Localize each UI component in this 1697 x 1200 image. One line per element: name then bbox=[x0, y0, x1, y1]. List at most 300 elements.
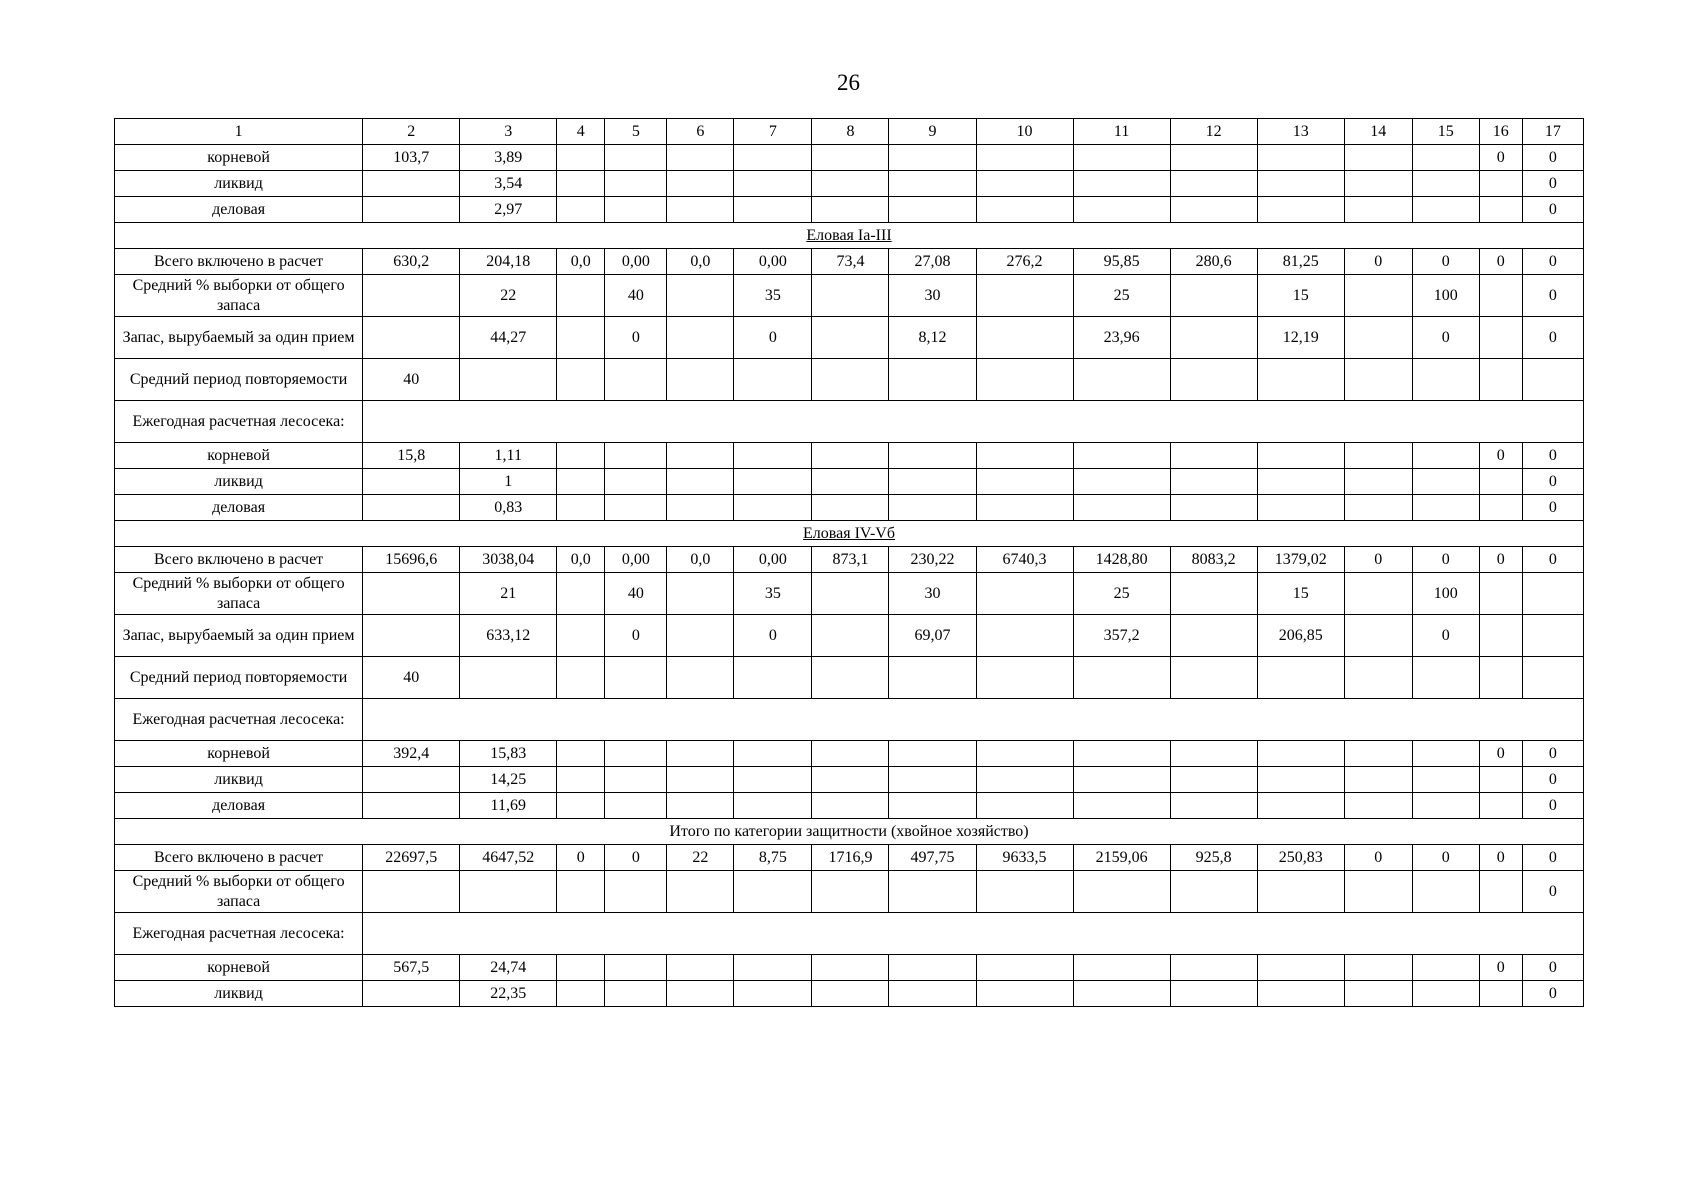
table-cell bbox=[1170, 171, 1257, 197]
table-cell bbox=[1479, 767, 1522, 793]
table-cell bbox=[1257, 793, 1344, 819]
column-header-10: 10 bbox=[976, 119, 1073, 145]
table-cell: 22,35 bbox=[460, 981, 557, 1007]
table-cell bbox=[1479, 359, 1522, 401]
table-cell bbox=[976, 767, 1073, 793]
table-cell bbox=[1073, 469, 1170, 495]
table-cell bbox=[460, 359, 557, 401]
table-cell bbox=[1257, 981, 1344, 1007]
table-row bbox=[115, 495, 1584, 521]
table-cell bbox=[667, 657, 734, 699]
table-cell bbox=[734, 657, 812, 699]
table-cell bbox=[1344, 573, 1412, 615]
table-row bbox=[115, 249, 1584, 275]
table-cell bbox=[976, 197, 1073, 223]
table-cell bbox=[1479, 615, 1522, 657]
table-cell bbox=[1479, 275, 1522, 317]
table-cell bbox=[1170, 955, 1257, 981]
table-cell: 1716,9 bbox=[812, 845, 889, 871]
table-cell: 0,0 bbox=[667, 249, 734, 275]
column-header-8: 8 bbox=[812, 119, 889, 145]
table-cell bbox=[1344, 359, 1412, 401]
table-cell bbox=[889, 741, 976, 767]
row-label: корневой bbox=[115, 741, 363, 767]
table-cell bbox=[557, 741, 605, 767]
table-cell bbox=[1412, 171, 1479, 197]
table-cell bbox=[889, 767, 976, 793]
table-cell: 25 bbox=[1073, 275, 1170, 317]
table-row bbox=[115, 145, 1584, 171]
table-cell: 633,12 bbox=[460, 615, 557, 657]
table-cell: 925,8 bbox=[1170, 845, 1257, 871]
table-cell bbox=[667, 317, 734, 359]
table-cell bbox=[976, 573, 1073, 615]
page-number: 26 bbox=[837, 70, 860, 95]
table-cell bbox=[734, 443, 812, 469]
column-header-11: 11 bbox=[1073, 119, 1170, 145]
table-cell bbox=[605, 443, 667, 469]
table-cell bbox=[1170, 469, 1257, 495]
table-cell bbox=[1412, 981, 1479, 1007]
table-cell: 0 bbox=[1522, 443, 1583, 469]
table-cell bbox=[1344, 741, 1412, 767]
table-cell bbox=[1412, 767, 1479, 793]
column-header-6: 6 bbox=[667, 119, 734, 145]
table-cell: 0,00 bbox=[605, 249, 667, 275]
table-cell: 100 bbox=[1412, 275, 1479, 317]
table-cell bbox=[1522, 657, 1583, 699]
section-title: Еловая Iа-III bbox=[115, 223, 1584, 249]
table-cell: 81,25 bbox=[1257, 249, 1344, 275]
header-row bbox=[115, 119, 1584, 145]
merged-empty-cell bbox=[363, 699, 1584, 741]
table-cell bbox=[667, 443, 734, 469]
table-cell bbox=[976, 657, 1073, 699]
table-cell: 0 bbox=[1479, 145, 1522, 171]
table-cell: 8,12 bbox=[889, 317, 976, 359]
table-cell: 276,2 bbox=[976, 249, 1073, 275]
table-cell bbox=[734, 359, 812, 401]
table-cell bbox=[1073, 955, 1170, 981]
table-cell bbox=[1170, 615, 1257, 657]
table-cell bbox=[1344, 197, 1412, 223]
table-cell bbox=[605, 495, 667, 521]
table-cell: 0,0 bbox=[557, 249, 605, 275]
row-label: Средний % выборки от общего запаса bbox=[115, 871, 363, 913]
table-cell: 0,0 bbox=[557, 547, 605, 573]
table-cell bbox=[812, 767, 889, 793]
table-cell: 25 bbox=[1073, 573, 1170, 615]
subsection-row bbox=[115, 401, 1584, 443]
table-cell: 40 bbox=[605, 275, 667, 317]
table-cell: 0 bbox=[1412, 547, 1479, 573]
table-cell: 22 bbox=[667, 845, 734, 871]
table-cell bbox=[889, 359, 976, 401]
table-cell bbox=[1073, 443, 1170, 469]
table-cell bbox=[667, 871, 734, 913]
table-cell: 40 bbox=[605, 573, 667, 615]
table-cell: 35 bbox=[734, 573, 812, 615]
row-label: ликвид bbox=[115, 767, 363, 793]
table-cell: 24,74 bbox=[460, 955, 557, 981]
table-cell bbox=[1257, 871, 1344, 913]
table-cell bbox=[1073, 741, 1170, 767]
table-row bbox=[115, 767, 1584, 793]
table-cell bbox=[1479, 793, 1522, 819]
column-header-16: 16 bbox=[1479, 119, 1522, 145]
table-cell: 22697,5 bbox=[363, 845, 460, 871]
table-cell bbox=[460, 871, 557, 913]
table-cell bbox=[734, 469, 812, 495]
table-cell bbox=[1257, 767, 1344, 793]
table-cell bbox=[557, 793, 605, 819]
table-cell bbox=[889, 171, 976, 197]
table-cell: 0 bbox=[1522, 469, 1583, 495]
table-cell: 0 bbox=[1522, 955, 1583, 981]
table-row bbox=[115, 469, 1584, 495]
table-cell: 204,18 bbox=[460, 249, 557, 275]
table-cell: 21 bbox=[460, 573, 557, 615]
table-row bbox=[115, 981, 1584, 1007]
table-cell bbox=[1073, 767, 1170, 793]
table-cell: 497,75 bbox=[889, 845, 976, 871]
table-cell bbox=[1479, 197, 1522, 223]
table-cell bbox=[1257, 171, 1344, 197]
table-cell bbox=[363, 871, 460, 913]
table-cell: 0 bbox=[734, 615, 812, 657]
table-row bbox=[115, 197, 1584, 223]
table-cell bbox=[812, 443, 889, 469]
table-cell: 0 bbox=[1522, 317, 1583, 359]
table-cell bbox=[1170, 793, 1257, 819]
table-cell bbox=[605, 197, 667, 223]
table-cell bbox=[889, 871, 976, 913]
table-cell bbox=[976, 871, 1073, 913]
table-cell bbox=[734, 871, 812, 913]
table-cell bbox=[667, 359, 734, 401]
table-cell: 0 bbox=[1412, 615, 1479, 657]
table-cell bbox=[1170, 317, 1257, 359]
table-cell bbox=[605, 741, 667, 767]
row-label: Всего включено в расчет bbox=[115, 845, 363, 871]
table-cell bbox=[1170, 657, 1257, 699]
section-header-row bbox=[115, 223, 1584, 249]
row-label: Средний % выборки от общего запаса bbox=[115, 573, 363, 615]
table-cell bbox=[667, 981, 734, 1007]
table-cell bbox=[557, 275, 605, 317]
subsection-row bbox=[115, 699, 1584, 741]
table-cell: 1379,02 bbox=[1257, 547, 1344, 573]
table-cell: 3,89 bbox=[460, 145, 557, 171]
table-cell bbox=[1344, 469, 1412, 495]
table-cell bbox=[812, 657, 889, 699]
table-cell: 44,27 bbox=[460, 317, 557, 359]
table-cell bbox=[976, 275, 1073, 317]
table-cell bbox=[605, 871, 667, 913]
table-cell bbox=[557, 443, 605, 469]
table-cell bbox=[1344, 171, 1412, 197]
table-cell: 15,8 bbox=[363, 443, 460, 469]
table-cell bbox=[1170, 871, 1257, 913]
table-cell bbox=[605, 469, 667, 495]
table-cell: 0 bbox=[734, 317, 812, 359]
table-cell bbox=[1073, 359, 1170, 401]
table-cell: 0 bbox=[1479, 955, 1522, 981]
table-cell bbox=[557, 657, 605, 699]
table-cell bbox=[1344, 767, 1412, 793]
table-cell bbox=[734, 981, 812, 1007]
table-cell bbox=[1257, 359, 1344, 401]
table-cell bbox=[1479, 469, 1522, 495]
table-cell bbox=[812, 573, 889, 615]
table-cell bbox=[1073, 145, 1170, 171]
table-cell bbox=[734, 793, 812, 819]
table-cell: 103,7 bbox=[363, 145, 460, 171]
column-header-7: 7 bbox=[734, 119, 812, 145]
row-label: корневой bbox=[115, 145, 363, 171]
table-cell bbox=[1412, 871, 1479, 913]
table-cell bbox=[363, 495, 460, 521]
table-cell bbox=[812, 197, 889, 223]
table-cell: 0 bbox=[1522, 495, 1583, 521]
table-cell bbox=[976, 469, 1073, 495]
section-header-row bbox=[115, 521, 1584, 547]
table-cell bbox=[363, 981, 460, 1007]
merged-empty-cell bbox=[363, 401, 1584, 443]
row-label: Запас, вырубаемый за один прием bbox=[115, 317, 363, 359]
table-cell: 357,2 bbox=[1073, 615, 1170, 657]
table-cell bbox=[667, 955, 734, 981]
table-cell: 0 bbox=[1522, 871, 1583, 913]
table-cell bbox=[889, 443, 976, 469]
table-cell bbox=[1170, 767, 1257, 793]
table-row bbox=[115, 171, 1584, 197]
table-cell: 14,25 bbox=[460, 767, 557, 793]
column-header-4: 4 bbox=[557, 119, 605, 145]
table-cell bbox=[812, 495, 889, 521]
table-cell bbox=[1170, 573, 1257, 615]
table-cell bbox=[1344, 955, 1412, 981]
table-cell bbox=[605, 981, 667, 1007]
table-cell: 2,97 bbox=[460, 197, 557, 223]
table-cell bbox=[667, 171, 734, 197]
table-cell: 4647,52 bbox=[460, 845, 557, 871]
table-cell bbox=[557, 955, 605, 981]
table-cell bbox=[976, 317, 1073, 359]
table-row bbox=[115, 657, 1584, 699]
table-cell bbox=[812, 615, 889, 657]
row-label: деловая bbox=[115, 197, 363, 223]
table-cell bbox=[734, 955, 812, 981]
table-row bbox=[115, 317, 1584, 359]
table-cell: 15 bbox=[1257, 573, 1344, 615]
column-header-9: 9 bbox=[889, 119, 976, 145]
row-label: Средний % выборки от общего запаса bbox=[115, 275, 363, 317]
table-cell: 0 bbox=[1522, 547, 1583, 573]
table-cell bbox=[1412, 657, 1479, 699]
table-cell: 0 bbox=[1344, 249, 1412, 275]
table-cell: 0 bbox=[1479, 547, 1522, 573]
table-cell bbox=[1170, 275, 1257, 317]
table-cell bbox=[976, 955, 1073, 981]
row-label: ликвид bbox=[115, 469, 363, 495]
table-cell: 0 bbox=[1522, 171, 1583, 197]
table-cell bbox=[667, 197, 734, 223]
table-cell bbox=[734, 171, 812, 197]
table-cell bbox=[1170, 741, 1257, 767]
table-cell: 15696,6 bbox=[363, 547, 460, 573]
table-cell bbox=[734, 197, 812, 223]
table-cell bbox=[667, 793, 734, 819]
table-cell: 250,83 bbox=[1257, 845, 1344, 871]
table-cell: 630,2 bbox=[363, 249, 460, 275]
table-cell bbox=[1412, 145, 1479, 171]
table-cell bbox=[557, 767, 605, 793]
table-cell: 206,85 bbox=[1257, 615, 1344, 657]
table-cell: 1428,80 bbox=[1073, 547, 1170, 573]
table-cell bbox=[605, 171, 667, 197]
table-cell bbox=[1412, 741, 1479, 767]
table-cell: 8,75 bbox=[734, 845, 812, 871]
table-cell bbox=[363, 767, 460, 793]
row-label: Ежегодная расчетная лесосека: bbox=[115, 913, 363, 955]
table-cell: 0,83 bbox=[460, 495, 557, 521]
table-row bbox=[115, 793, 1584, 819]
table-row bbox=[115, 955, 1584, 981]
table-cell: 11,69 bbox=[460, 793, 557, 819]
table-cell: 0 bbox=[1522, 793, 1583, 819]
table-cell bbox=[734, 145, 812, 171]
table-cell bbox=[363, 615, 460, 657]
table-cell: 0 bbox=[1522, 741, 1583, 767]
table-cell: 27,08 bbox=[889, 249, 976, 275]
table-cell: 0 bbox=[1479, 845, 1522, 871]
table-cell bbox=[1170, 197, 1257, 223]
table-cell bbox=[976, 741, 1073, 767]
column-header-3: 3 bbox=[460, 119, 557, 145]
column-header-13: 13 bbox=[1257, 119, 1344, 145]
table-cell bbox=[1073, 495, 1170, 521]
table-cell bbox=[1344, 495, 1412, 521]
table-cell bbox=[812, 275, 889, 317]
table-cell bbox=[1479, 495, 1522, 521]
table-cell bbox=[557, 171, 605, 197]
table-cell bbox=[1170, 495, 1257, 521]
table-cell bbox=[363, 317, 460, 359]
table-cell bbox=[1344, 275, 1412, 317]
table-row bbox=[115, 443, 1584, 469]
table-cell bbox=[1257, 657, 1344, 699]
table-cell: 0 bbox=[1522, 981, 1583, 1007]
table-cell bbox=[667, 145, 734, 171]
table-cell bbox=[889, 657, 976, 699]
table-cell: 0 bbox=[1522, 249, 1583, 275]
table-cell: 0,00 bbox=[605, 547, 667, 573]
table-cell bbox=[1522, 615, 1583, 657]
table-cell bbox=[889, 495, 976, 521]
table-cell bbox=[605, 657, 667, 699]
table-cell: 0 bbox=[1479, 249, 1522, 275]
table-cell: 12,19 bbox=[1257, 317, 1344, 359]
table-cell bbox=[1344, 317, 1412, 359]
table-cell: 0,00 bbox=[734, 547, 812, 573]
table-cell bbox=[667, 573, 734, 615]
section-header-row bbox=[115, 819, 1584, 845]
table-cell: 567,5 bbox=[363, 955, 460, 981]
table-cell bbox=[812, 469, 889, 495]
table-cell bbox=[812, 955, 889, 981]
table-cell: 392,4 bbox=[363, 741, 460, 767]
table-cell: 0 bbox=[1522, 845, 1583, 871]
table-cell: 0 bbox=[1479, 741, 1522, 767]
column-header-14: 14 bbox=[1344, 119, 1412, 145]
table-cell bbox=[1344, 615, 1412, 657]
table-cell bbox=[1412, 495, 1479, 521]
table-cell: 0 bbox=[1522, 767, 1583, 793]
table-cell: 40 bbox=[363, 657, 460, 699]
table-cell bbox=[1344, 981, 1412, 1007]
table-cell bbox=[1344, 443, 1412, 469]
table-cell bbox=[605, 359, 667, 401]
table-cell bbox=[889, 145, 976, 171]
table-cell bbox=[1412, 793, 1479, 819]
table-cell: 0 bbox=[1479, 443, 1522, 469]
table-cell: 9633,5 bbox=[976, 845, 1073, 871]
table-cell: 69,07 bbox=[889, 615, 976, 657]
table-cell: 40 bbox=[363, 359, 460, 401]
table-cell bbox=[812, 359, 889, 401]
forest-data-table bbox=[114, 118, 1584, 1007]
table-cell bbox=[976, 171, 1073, 197]
table-cell: 2159,06 bbox=[1073, 845, 1170, 871]
table-cell bbox=[557, 197, 605, 223]
row-label: Ежегодная расчетная лесосека: bbox=[115, 699, 363, 741]
table-cell bbox=[667, 615, 734, 657]
table-cell bbox=[1257, 145, 1344, 171]
table-cell bbox=[460, 657, 557, 699]
table-cell: 0 bbox=[1412, 317, 1479, 359]
table-cell: 0 bbox=[1412, 845, 1479, 871]
table-cell bbox=[1073, 171, 1170, 197]
table-cell bbox=[1073, 981, 1170, 1007]
column-header-1: 1 bbox=[115, 119, 363, 145]
row-label: Запас, вырубаемый за один прием bbox=[115, 615, 363, 657]
table-cell bbox=[1412, 359, 1479, 401]
table-cell bbox=[667, 275, 734, 317]
table-row bbox=[115, 547, 1584, 573]
table-cell bbox=[1170, 145, 1257, 171]
row-label: деловая bbox=[115, 495, 363, 521]
table-cell: 0 bbox=[1522, 197, 1583, 223]
row-label: ликвид bbox=[115, 981, 363, 1007]
table-cell: 22 bbox=[460, 275, 557, 317]
table-cell: 95,85 bbox=[1073, 249, 1170, 275]
table-cell bbox=[812, 741, 889, 767]
table-cell: 1 bbox=[460, 469, 557, 495]
table-cell bbox=[1344, 793, 1412, 819]
table-cell bbox=[812, 171, 889, 197]
section-title: Итого по категории защитности (хвойное хозяйство) bbox=[115, 819, 1584, 845]
table-cell bbox=[1073, 197, 1170, 223]
table-cell bbox=[1170, 981, 1257, 1007]
table-cell bbox=[1522, 359, 1583, 401]
table-cell bbox=[1257, 495, 1344, 521]
table-cell: 873,1 bbox=[812, 547, 889, 573]
table-cell bbox=[1479, 871, 1522, 913]
table-cell bbox=[363, 171, 460, 197]
table-cell: 100 bbox=[1412, 573, 1479, 615]
table-cell bbox=[667, 469, 734, 495]
